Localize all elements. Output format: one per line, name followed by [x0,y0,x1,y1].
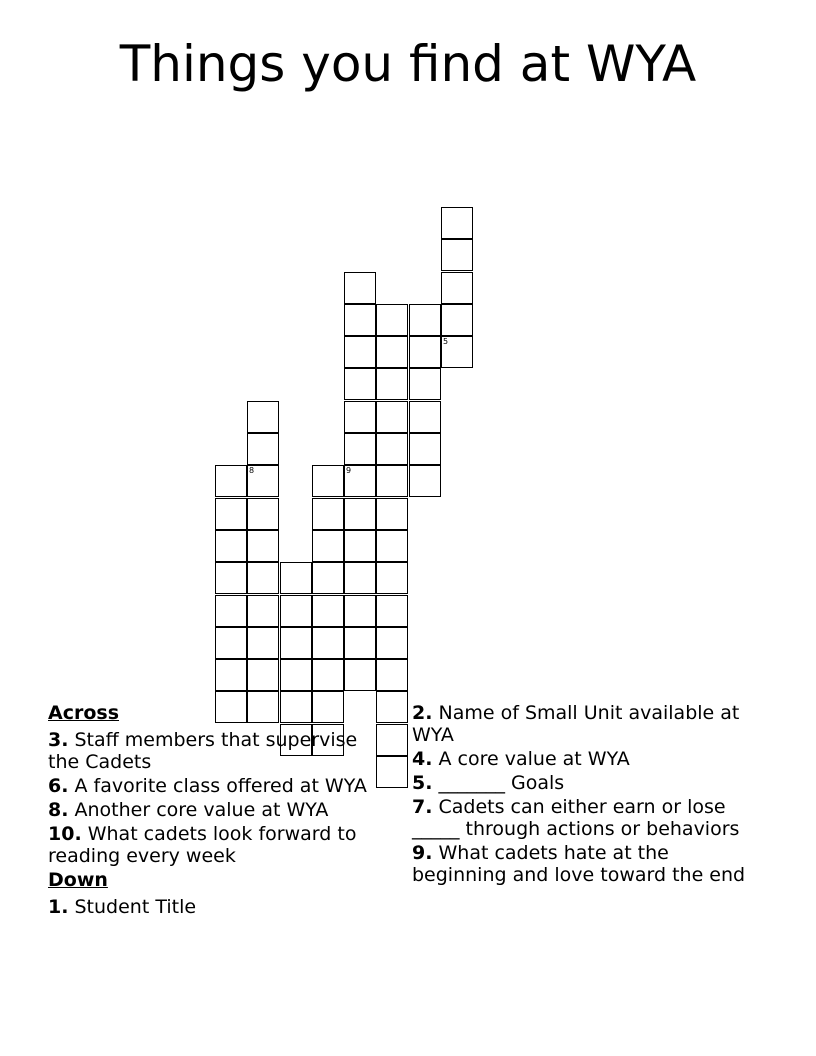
clue-number: 3. [48,729,69,751]
grid-cell[interactable] [376,530,408,562]
grid-cell[interactable] [376,368,408,400]
grid-cell[interactable] [312,498,344,530]
grid-cell[interactable] [376,562,408,594]
down-heading: Down [48,869,108,891]
grid-cell[interactable] [376,595,408,627]
grid-cell[interactable] [215,562,247,594]
grid-cell[interactable] [280,659,312,691]
grid-cell[interactable] [441,207,473,239]
grid-cell[interactable] [247,433,279,465]
clue-text: Name of Small Unit available at WYA [412,702,740,746]
clue-number: 6. [48,775,69,797]
down-clue-9 [412,842,757,886]
grid-cell[interactable] [215,627,247,659]
grid-cell[interactable] [247,562,279,594]
across-clue-8 [48,799,393,821]
clue-text: What cadets hate at the beginning and love toward the end [412,842,746,886]
clues-left-column [48,702,393,920]
grid-cell[interactable] [409,433,441,465]
grid-cell[interactable] [376,304,408,336]
grid-cell[interactable] [280,627,312,659]
clue-text: Cadets can either earn or lose _____ through actions or behaviors [412,796,740,840]
grid-cell[interactable] [247,401,279,433]
clue-text: Staff members that supervise the Cadets [48,729,358,773]
grid-cell[interactable] [344,433,376,465]
clue-number: 10. [48,823,82,845]
down-clue-4 [412,748,757,770]
grid-cell[interactable] [441,272,473,304]
cell-number: 5 [443,337,449,346]
clue-number: 1. [48,896,69,918]
grid-cell[interactable] [215,498,247,530]
grid-cell[interactable] [312,595,344,627]
grid-cell[interactable] [376,498,408,530]
down-clue-1 [48,896,393,918]
grid-cell[interactable] [409,465,441,497]
grid-cell[interactable] [247,659,279,691]
grid-cell[interactable] [215,530,247,562]
grid-cell[interactable] [409,304,441,336]
grid-cell[interactable] [344,659,376,691]
clue-text: Another core value at WYA [74,799,329,821]
clue-number: 9. [412,842,433,864]
grid-cell[interactable] [376,465,408,497]
grid-cell[interactable] [441,304,473,336]
cell-number: 8 [249,466,255,475]
clue-number: 5. [412,772,433,794]
clue-text: _______ Goals [438,772,565,794]
clue-number: 4. [412,748,433,770]
grid-cell[interactable] [280,595,312,627]
down-clue-2 [412,702,757,746]
grid-cell[interactable] [376,433,408,465]
grid-cell[interactable] [344,595,376,627]
grid-cell[interactable] [215,659,247,691]
clue-text: Student Title [74,896,197,918]
grid-cell[interactable] [280,562,312,594]
clue-number: 8. [48,799,69,821]
grid-cell[interactable] [344,272,376,304]
grid-cell[interactable] [312,659,344,691]
across-clue-10 [48,823,393,867]
grid-cell[interactable] [409,368,441,400]
grid-cell[interactable] [376,401,408,433]
down-clue-5 [412,772,757,794]
grid-cell[interactable] [312,530,344,562]
grid-cell[interactable] [409,336,441,368]
across-heading: Across [48,702,120,724]
across-clue-6 [48,775,393,797]
clues-right-column [412,702,757,888]
grid-cell[interactable] [344,368,376,400]
grid-cell[interactable] [312,465,344,497]
down-clue-7 [412,796,757,840]
clue-number: 7. [412,796,433,818]
grid-cell[interactable] [247,627,279,659]
grid-cell[interactable] [247,465,279,497]
grid-cell[interactable] [376,336,408,368]
grid-cell[interactable] [409,401,441,433]
grid-cell[interactable] [344,498,376,530]
grid-cell[interactable] [247,595,279,627]
grid-cell[interactable] [344,304,376,336]
grid-cell[interactable] [344,627,376,659]
grid-cell[interactable] [441,336,473,368]
grid-cell[interactable] [344,530,376,562]
grid-cell[interactable] [312,562,344,594]
grid-cell[interactable] [344,465,376,497]
grid-cell[interactable] [344,336,376,368]
grid-cell[interactable] [376,627,408,659]
grid-cell[interactable] [344,401,376,433]
across-clue-3 [48,729,393,773]
clue-text: What cadets look forward to reading every week [48,823,357,867]
cell-number: 9 [346,466,352,475]
grid-cell[interactable] [344,562,376,594]
puzzle-title: Things you find at WYA [119,35,697,93]
grid-cell[interactable] [376,659,408,691]
grid-cell[interactable] [247,498,279,530]
grid-cell[interactable] [312,627,344,659]
grid-cell[interactable] [441,239,473,271]
grid-cell[interactable] [215,465,247,497]
clue-text: A core value at WYA [438,748,630,770]
grid-cell[interactable] [215,595,247,627]
clue-text: A favorite class offered at WYA [74,775,367,797]
clue-number: 2. [412,702,433,724]
grid-cell[interactable] [247,530,279,562]
